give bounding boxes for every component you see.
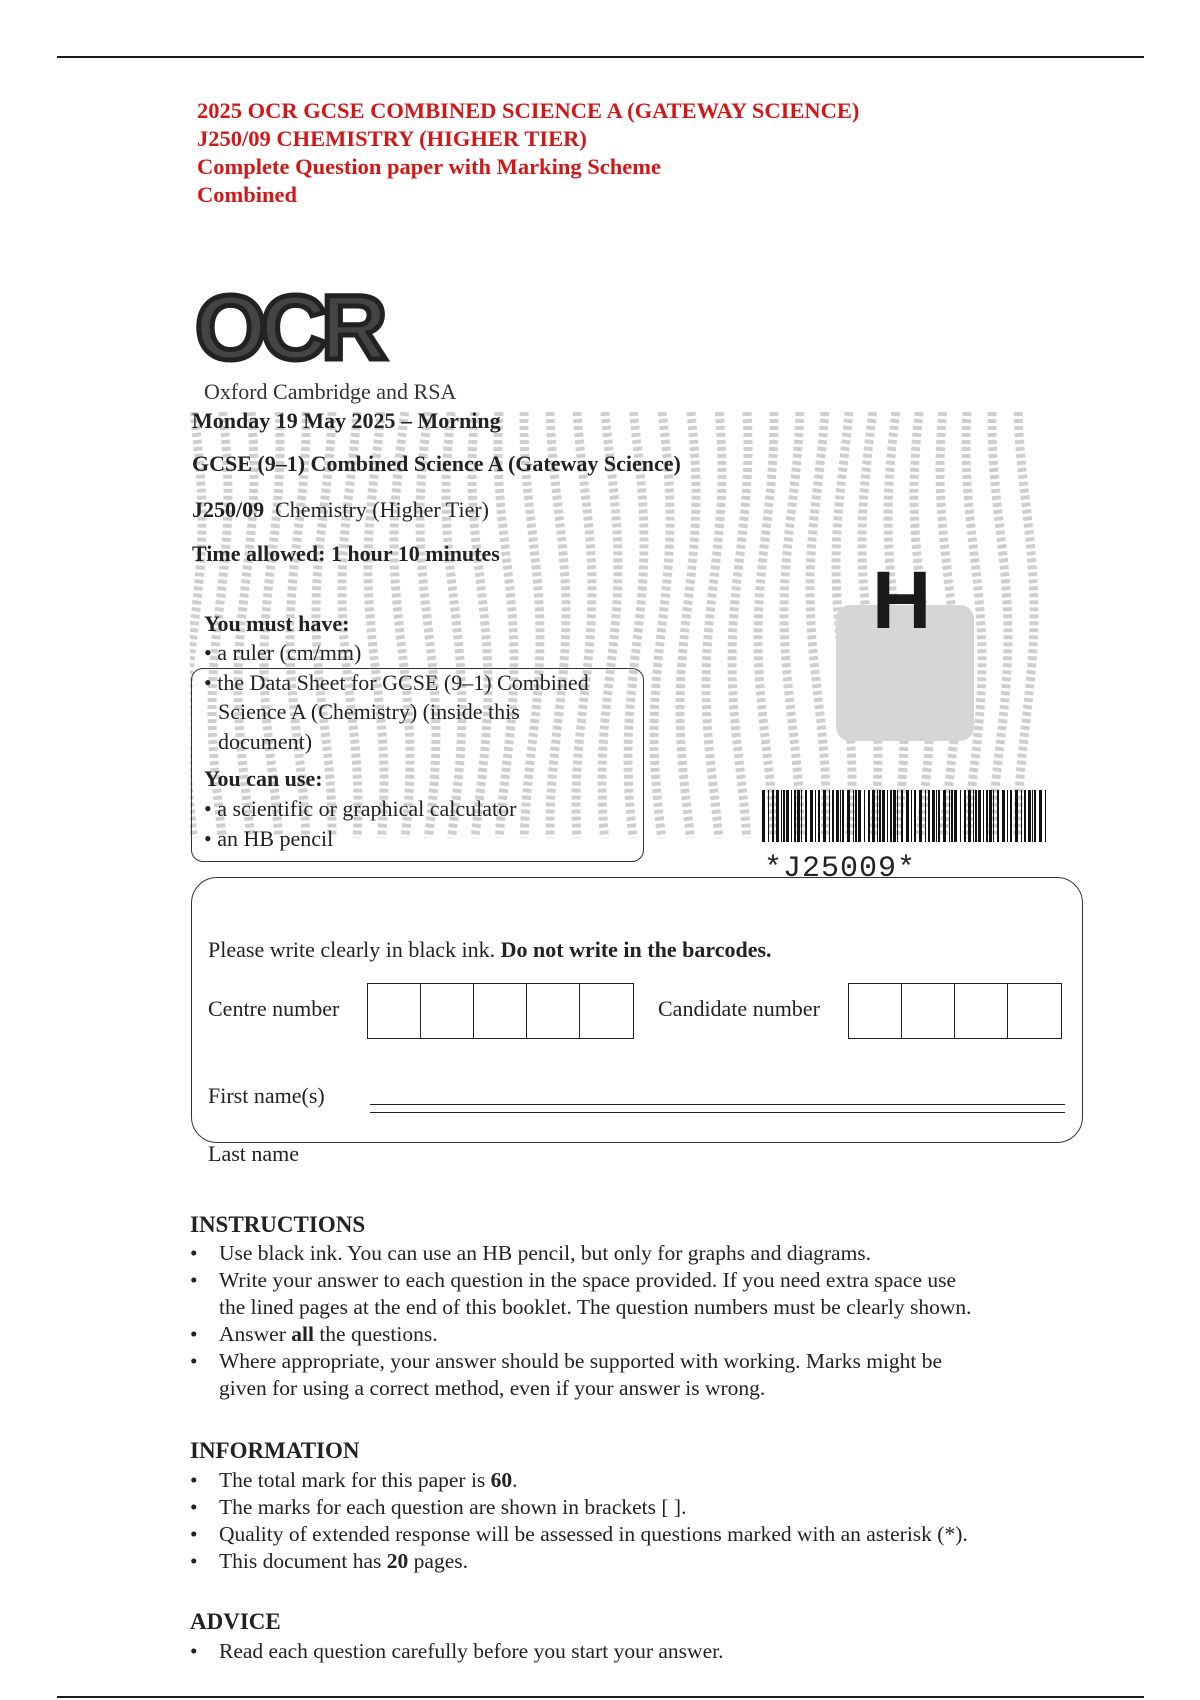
- centre-number-label: Centre number: [208, 996, 340, 1021]
- barcode-bar: [993, 790, 994, 842]
- title-line-3: Complete Question paper with Marking Scheme: [197, 154, 661, 179]
- barcode-bar: [890, 790, 892, 842]
- must-have-title: You must have:: [204, 611, 350, 636]
- can-use-item: • an HB pencil: [204, 826, 334, 851]
- barcode-bar: [975, 790, 977, 842]
- barcode-bar: [868, 790, 870, 842]
- barcode-bar: [1002, 790, 1005, 842]
- barcode-bar: [832, 790, 834, 842]
- barcode-bar: [829, 790, 830, 842]
- candidate-digit-box[interactable]: [1008, 984, 1061, 1038]
- information-heading: INFORMATION: [190, 1438, 360, 1463]
- barcode-bar: [986, 790, 988, 842]
- barcode-bar: [872, 790, 875, 842]
- advice-item: • Read each question carefully before you start your answer.: [190, 1638, 723, 1665]
- barcode-bar: [938, 790, 940, 842]
- must-have-item: document): [218, 729, 313, 754]
- paper-code: J250/09: [192, 497, 265, 522]
- barcode-bar: [801, 790, 802, 842]
- information-item: • The marks for each question are shown in brackets [ ].: [190, 1494, 968, 1521]
- advice-heading: ADVICE: [190, 1609, 281, 1634]
- barcode-bar: [847, 790, 850, 842]
- candidate-number-label: Candidate number: [658, 996, 820, 1021]
- qualification-title: GCSE (9–1) Combined Science A (Gateway Science): [192, 451, 681, 476]
- barcode-bar: [781, 790, 782, 842]
- barcode-bar: [914, 790, 916, 842]
- centre-digit-box[interactable]: [527, 984, 580, 1038]
- must-have-item: • a ruler (cm/mm): [204, 640, 362, 665]
- pattern-stroke: [810, 412, 826, 838]
- instructions-heading: INSTRUCTIONS: [190, 1212, 366, 1237]
- barcode-bar: [968, 790, 971, 842]
- information-list: [190, 1467, 968, 1575]
- information-item: • Quality of extended response will be assessed in questions marked with an asterisk (*).: [190, 1521, 968, 1548]
- last-name-field[interactable]: [370, 1112, 1065, 1113]
- barcode-image: [762, 790, 1050, 842]
- barcode-bar: [964, 790, 966, 842]
- instruction-item: given for using a correct method, even if your answer is wrong.: [219, 1376, 766, 1400]
- pattern-stroke: [758, 412, 774, 838]
- barcode-bar: [762, 790, 765, 842]
- centre-number-field[interactable]: [367, 983, 634, 1039]
- barcode-bar: [797, 790, 800, 842]
- candidate-number-field[interactable]: [848, 983, 1062, 1039]
- barcode-bar: [772, 790, 774, 842]
- barcode-bar: [768, 790, 769, 842]
- instruction-item: • Write your answer to each question in the space provided. If you need extra space use: [190, 1267, 972, 1294]
- centre-digit-box[interactable]: [474, 984, 527, 1038]
- barcode-bar: [810, 790, 813, 842]
- candidate-digit-box[interactable]: [955, 984, 1008, 1038]
- barcode-bar: [911, 790, 912, 842]
- barcode-bar: [978, 790, 981, 842]
- barcode-bar: [919, 790, 922, 842]
- barcode-bar: [818, 790, 820, 842]
- barcode-bar: [973, 790, 974, 842]
- tier-letter: H: [872, 555, 932, 646]
- paper-code-line: [192, 497, 489, 523]
- barcode-bar: [997, 790, 999, 842]
- barcode-bar: [1039, 790, 1042, 842]
- centre-digit-box[interactable]: [421, 984, 474, 1038]
- title-line-4: Combined: [197, 182, 298, 207]
- pattern-stroke: [1018, 412, 1034, 838]
- advice-list: [190, 1638, 723, 1665]
- barcode-bar: [786, 790, 789, 842]
- barcode-bar: [887, 790, 888, 842]
- barcode-bar: [879, 790, 881, 842]
- barcode-bar: [1045, 790, 1046, 842]
- information-item: • The total mark for this paper is 60.: [190, 1467, 968, 1494]
- barcode-bar: [932, 790, 935, 842]
- paper-title: Chemistry (Higher Tier): [275, 497, 490, 522]
- barcode-bar: [853, 790, 854, 842]
- barcode-bar: [794, 790, 796, 842]
- barcode-bar: [855, 790, 857, 842]
- barcode-bar: [960, 790, 961, 842]
- bottom-rule: [57, 1696, 1144, 1698]
- barcode-bar: [776, 790, 779, 842]
- barcode-bar: [842, 790, 844, 842]
- candidate-digit-box[interactable]: [902, 984, 955, 1038]
- barcode-bar: [1028, 790, 1031, 842]
- ocr-logo-subtitle: Oxford Cambridge and RSA: [204, 379, 457, 404]
- information-item: • This document has 20 pages.: [190, 1548, 968, 1575]
- barcode-bar: [882, 790, 885, 842]
- pattern-stroke: [784, 412, 800, 838]
- barcode-bar: [989, 790, 992, 842]
- barcode-text: *J25009*: [764, 852, 917, 886]
- barcode-bar: [901, 790, 903, 842]
- write-instruction-bold: Do not write in the barcodes.: [500, 937, 772, 962]
- barcode-bar: [954, 790, 957, 842]
- pattern-stroke: [680, 412, 696, 838]
- barcode-bar: [836, 790, 839, 842]
- barcode-bar: [815, 790, 816, 842]
- write-instruction: [208, 937, 772, 963]
- barcode-bar: [783, 790, 785, 842]
- instructions-list: [190, 1240, 972, 1402]
- title-line-1: 2025 OCR GCSE COMBINED SCIENCE A (GATEWAY SCIENCE): [197, 98, 860, 123]
- barcode-bar: [897, 790, 898, 842]
- ocr-logo-text: OCR: [195, 277, 382, 379]
- ocr-logo: [195, 277, 457, 405]
- barcode-bar: [943, 790, 946, 842]
- barcode-bar: [906, 790, 909, 842]
- barcode-bar: [805, 790, 807, 842]
- barcode-bar: [791, 790, 792, 842]
- barcode-bar: [1007, 790, 1008, 842]
- time-allowed: Time allowed: 1 hour 10 minutes: [192, 541, 500, 566]
- barcode-bar: [893, 790, 896, 842]
- barcode-bar: [1010, 790, 1012, 842]
- pattern-stroke: [706, 412, 722, 838]
- barcode-bar: [928, 790, 930, 842]
- document-title-block: [197, 97, 859, 209]
- instruction-item: • Answer all the questions.: [190, 1321, 972, 1348]
- can-use-title: You can use:: [204, 766, 323, 791]
- emphasis: all: [291, 1322, 314, 1346]
- barcode-bar: [983, 790, 984, 842]
- write-instruction-text: Please write clearly in black ink.: [208, 937, 496, 962]
- barcode-bar: [1024, 790, 1026, 842]
- can-use-item: • a scientific or graphical calculator: [204, 796, 517, 821]
- first-name-label: First name(s): [208, 1083, 325, 1108]
- must-have-item: Science A (Chemistry) (inside this: [218, 699, 520, 724]
- candidate-digit-box[interactable]: [849, 984, 902, 1038]
- centre-digit-box[interactable]: [368, 984, 421, 1038]
- barcode-bar: [925, 790, 926, 842]
- pattern-stroke: [992, 412, 1008, 838]
- top-rule: [57, 56, 1144, 58]
- instruction-item: • Where appropriate, your answer should be supported with working. Marks might be: [190, 1348, 972, 1375]
- barcode-bar: [877, 790, 878, 842]
- barcode-bar: [823, 790, 826, 842]
- barcode-bar: [1015, 790, 1018, 842]
- barcode-bar: [951, 790, 953, 842]
- barcode-bar: [858, 790, 861, 842]
- barcode-bar: [864, 790, 865, 842]
- barcode-bar: [936, 790, 937, 842]
- must-have-item: • the Data Sheet for GCSE (9–1) Combined: [204, 670, 589, 695]
- barcode-bar: [840, 790, 841, 842]
- instruction-item: • Use black ink. You can use an HB pencil, but only for graphs and diagrams.: [190, 1240, 972, 1267]
- instruction-item: the lined pages at the end of this booklet. The question numbers must be clearly shown.: [219, 1295, 972, 1319]
- first-name-field[interactable]: [370, 1104, 1065, 1105]
- last-name-label: Last name: [208, 1141, 300, 1166]
- exam-date: Monday 19 May 2025 – Morning: [192, 408, 501, 433]
- barcode-bar: [1021, 790, 1022, 842]
- barcode-bar: [1032, 790, 1033, 842]
- barcode-bar: [1034, 790, 1036, 842]
- title-line-2: J250/09 CHEMISTRY (HIGHER TIER): [197, 126, 587, 151]
- barcode-bar: [949, 790, 950, 842]
- centre-digit-box[interactable]: [580, 984, 633, 1038]
- pattern-stroke: [732, 412, 748, 838]
